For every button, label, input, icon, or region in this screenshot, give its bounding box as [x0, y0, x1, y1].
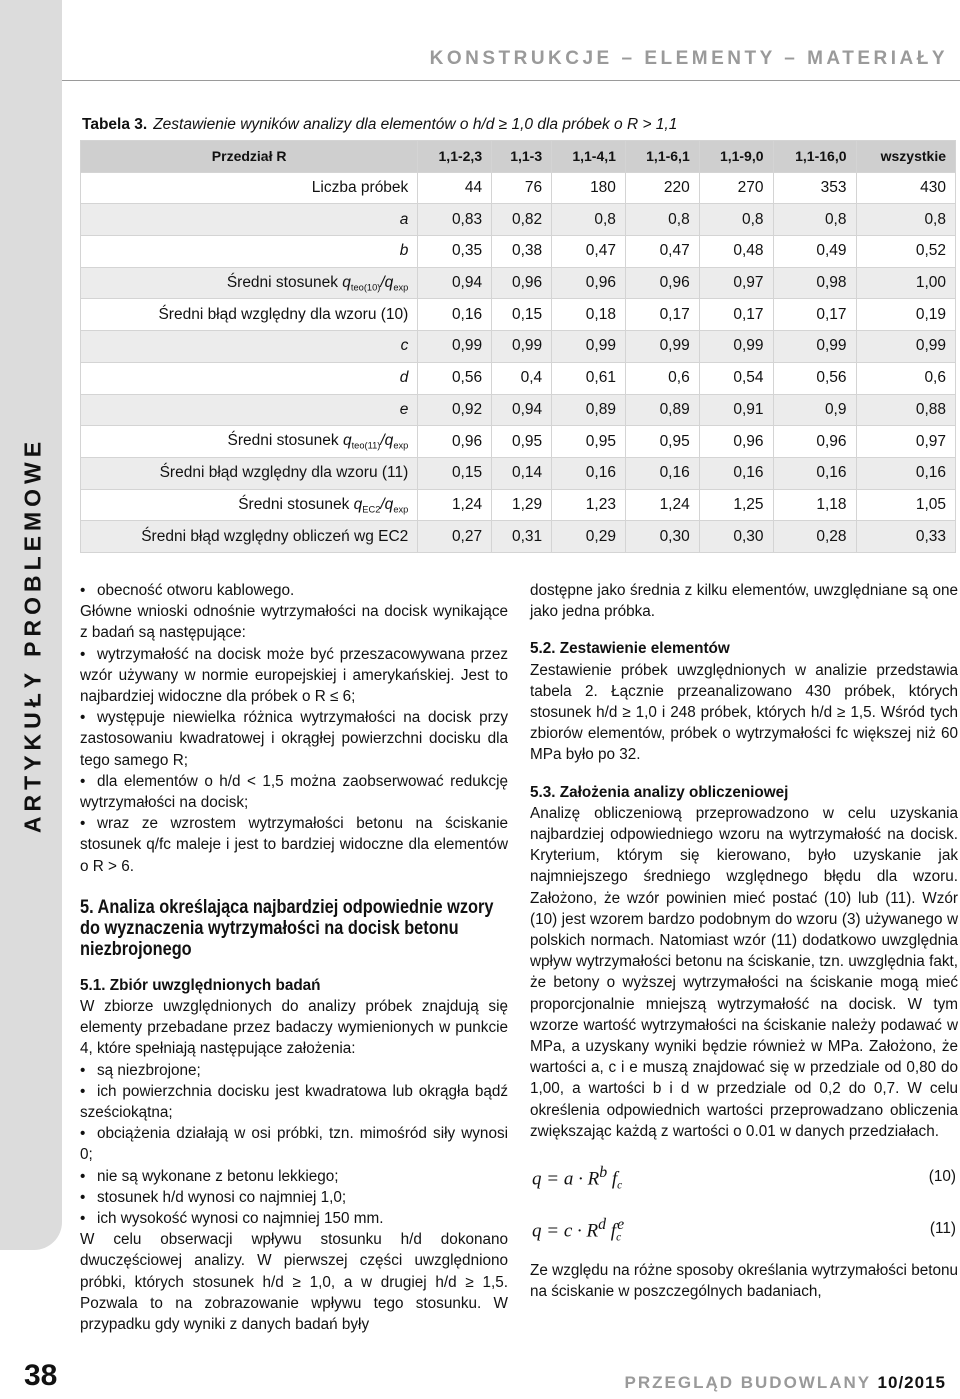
- table-row: [81, 394, 956, 426]
- table-cell: 0,30: [625, 521, 699, 553]
- table-header-cell: Przedział R: [81, 141, 418, 173]
- table-cell: 0,16: [418, 299, 492, 331]
- table-cell: 0,96: [773, 426, 856, 458]
- table-cell: 0,9: [773, 394, 856, 426]
- table-cell: 0,27: [418, 521, 492, 553]
- results-table: [80, 140, 956, 553]
- table-cell: 0,8: [552, 204, 626, 236]
- table-cell: 0,99: [773, 331, 856, 363]
- table-cell: 0,99: [699, 331, 773, 363]
- table-header-cell: 1,1-3: [492, 141, 552, 173]
- table-cell: 0,61: [552, 362, 626, 394]
- row-label: Średni stosunek $q_{teo(11)}/q_{exp}$: [81, 426, 418, 458]
- table-cell: 0,99: [492, 331, 552, 363]
- table-row: [81, 426, 956, 458]
- table-cell: 0,96: [699, 426, 773, 458]
- table-cell: 44: [418, 172, 492, 204]
- table-cell: 0,28: [773, 521, 856, 553]
- table-cell: 1,05: [856, 489, 956, 521]
- list-item-text: obciążenia działają w osi próbki, tzn. mimośród siły wynosi 0;: [80, 1125, 508, 1164]
- table-cell: 220: [625, 172, 699, 204]
- table-cell: 0,91: [699, 394, 773, 426]
- table-cell: 1,25: [699, 489, 773, 521]
- table-cell: 0,8: [773, 204, 856, 236]
- row-label: Średni błąd względny obliczeń wg EC2: [81, 521, 418, 553]
- table-cell: 1,18: [773, 489, 856, 521]
- table-header-cell: wszystkie: [856, 141, 956, 173]
- list-item-text: ich wysokość wynosi co najmniej 150 mm.: [97, 1210, 384, 1228]
- table-cell: 0,38: [492, 236, 552, 268]
- table-cell: 0,82: [492, 204, 552, 236]
- table-cell: 0,97: [856, 426, 956, 458]
- table-row: [81, 267, 956, 299]
- table-cell: 0,96: [552, 267, 626, 299]
- table-cell: 0,33: [856, 521, 956, 553]
- list-item-text: wraz ze wzrostem wytrzymałości betonu na ściskanie stosunek q/fc maleje i jest to bardziej widoczne dla elementów o R > 6.: [80, 815, 508, 875]
- journal-name: PRZEGLĄD BUDOWLANY: [624, 1373, 871, 1392]
- subsection-heading: 5.2. Zestawienie elementów: [530, 640, 730, 658]
- table-cell: 0,56: [418, 362, 492, 394]
- row-label: d: [81, 362, 418, 394]
- equation-11: [530, 1206, 958, 1246]
- row-label: e: [81, 394, 418, 426]
- table-cell: 0,6: [856, 362, 956, 394]
- table-header-cell: 1,1-9,0: [699, 141, 773, 173]
- table-row: [81, 521, 956, 553]
- table-row: [81, 489, 956, 521]
- table-row: [81, 172, 956, 204]
- table-cell: 0,94: [418, 267, 492, 299]
- equation-number: (11): [929, 1220, 956, 1238]
- table-cell: 0,35: [418, 236, 492, 268]
- table-cell: 0,19: [856, 299, 956, 331]
- table-cell: 0,99: [418, 331, 492, 363]
- table-cell: 0,16: [856, 457, 956, 489]
- row-label: Średni błąd względny dla wzoru (11): [81, 457, 418, 489]
- paragraph: Analizę obliczeniową przeprowadzono w celu uzyskania najbardziej odpowiedniego wzoru na wytrzymałość na docisk. Kryterium, którym się kierowano, było uzyskanie jak najmniejszego średniego względnego błędu dla wzoru. Założono, że wzór powinien mieć postać (10) lub (11). Wzór (10) jest wzorem bardzo podobnym do wzoru (3) używanego w polskich normach. Natomiast wzór (11) dodatkowo uwzględnia wpływ wytrzymałości betonu na ściskanie, tzn. uwzględnia fakt, że betony o wyższej wytrzymałości na ściskanie mogą mieć proporcjonalnie mniejszą wytrzymałość na docisk. W tym wzorze wartość wytrzymałości na ściskanie należy podawać w MPa, a uzyskany wyniki będzie również w MPa. Założono, że wartości a, c i e muszą znajdować się w przedziale od 0,80 do 1,00, a wartości b i d w przedziale od 0,2 do 0,7. W celu określenia odpowiednich wartości przeprowadzano obliczenia zwiększając każdą z wartości o 0.01 w danych przedziałach.: [530, 804, 958, 1140]
- sidebar-band: [0, 0, 62, 1250]
- table-cell: 430: [856, 172, 956, 204]
- row-label: Średni błąd względny dla wzoru (10): [81, 299, 418, 331]
- table-cell: 0,15: [492, 299, 552, 331]
- table-cell: 0,99: [625, 331, 699, 363]
- table-cell: 0,31: [492, 521, 552, 553]
- list-item: • wytrzymałość na docisk może być przeszacowywana przez wzór używany w normie europejskiej i amerykańskiej. Jest to najbardziej widoczne dla próbek o R ≤ 6;: [80, 645, 508, 706]
- table-cell: 1,23: [552, 489, 626, 521]
- table-cell: 76: [492, 172, 552, 204]
- list-item-text: występuje niewielka różnica wytrzymałości na docisk przy zastosowaniu kwadratowej i okrągłej powierzchni docisku dla tego samego R;: [80, 709, 508, 769]
- table-cell: 0,97: [699, 267, 773, 299]
- list-item-text: ich powierzchnia docisku jest kwadratowa lub okrągła bądź sześciokątna;: [80, 1082, 508, 1122]
- table-cell: 0,49: [773, 236, 856, 268]
- list-item-text: nie są wykonane z betonu lekkiego;: [97, 1167, 339, 1185]
- table-cell: 0,29: [552, 521, 626, 553]
- table-cell: 1,24: [625, 489, 699, 521]
- row-label: b: [81, 236, 418, 268]
- table-cell: 0,54: [699, 362, 773, 394]
- table-header-cell: 1,1-2,3: [418, 141, 492, 173]
- list-item-text: są niezbrojone;: [97, 1061, 201, 1079]
- table-cell: 0,95: [625, 426, 699, 458]
- table-cell: 1,00: [856, 267, 956, 299]
- table-row: [81, 236, 956, 268]
- table-cell: 0,99: [856, 331, 956, 363]
- table-cell: 0,18: [552, 299, 626, 331]
- table-header-row: [81, 141, 956, 173]
- table-caption-text: Zestawienie wyników analizy dla elementów o h/d ≥ 1,0 dla próbek o R > 1,1: [153, 116, 678, 133]
- section-label: ARTYKUŁY PROBLEMOWE: [19, 436, 46, 834]
- paragraph: Ze względu na różne sposoby określania wytrzymałości betonu na ściskanie w poszczególnych badaniach,: [530, 1262, 958, 1301]
- table-cell: 0,6: [625, 362, 699, 394]
- table-cell: 0,4: [492, 362, 552, 394]
- list-item: • są niezbrojone;: [80, 1061, 201, 1079]
- right-column: [530, 580, 958, 1302]
- page-number: 38: [24, 1359, 58, 1392]
- equation-body: $q = c \cdot R^d$ $f_c^e$: [532, 1216, 625, 1244]
- list-item: • ich powierzchnia docisku jest kwadratowa lub okrągła bądź sześciokątna;: [80, 1082, 508, 1122]
- equation-number: (10): [928, 1168, 956, 1186]
- row-label: a: [81, 204, 418, 236]
- table-cell: 0,30: [699, 521, 773, 553]
- paragraph: dostępne jako średnia z kilku elementów, uwzględniane są one jako jedna próbka.: [530, 582, 958, 621]
- header-divider: [62, 80, 960, 81]
- table-cell: 180: [552, 172, 626, 204]
- table-cell: 0,98: [773, 267, 856, 299]
- table-cell: 0,15: [418, 457, 492, 489]
- table-cell: 0,47: [625, 236, 699, 268]
- subsection-heading: 5.1. Zbiór uwzględnionych badań: [80, 976, 321, 994]
- list-item: • ich wysokość wynosi co najmniej 150 mm.: [80, 1210, 384, 1228]
- list-item: • obecność otworu kablowego.: [80, 582, 295, 599]
- table-cell: 0,99: [552, 331, 626, 363]
- table-row: [81, 331, 956, 363]
- table-cell: 0,92: [418, 394, 492, 426]
- paragraph: Zestawienie próbek uwzględnionych w analizie przedstawia tabela 2. Łącznie przeanalizowano 430 próbek, których stosunek h/d ≥ 1,0 i 248 próbek, których h/d ≥ 1,5. Wśród tych zbiorów elementów, próbek o wytrzymałości fc większej niż 60 MPa było po 32.: [530, 661, 958, 764]
- section-heading: 5. Analiza określająca najbardziej odpowiednie wzory do wyznaczenia wytrzymałości na docisk betonu niezbrojonego: [80, 896, 494, 960]
- list-item-text: dla elementów o h/d < 1,5 można zaobserwować redukcję wytrzymałości na docisk;: [80, 772, 508, 812]
- footer-journal: [625, 1373, 946, 1393]
- list-item: • wraz ze wzrostem wytrzymałości betonu na ściskanie stosunek q/fc maleje i jest to bardziej widoczne dla elementów o R > 6.: [80, 815, 508, 875]
- row-label: Średni stosunek $q_{teo(10)}/q_{exp}$: [81, 267, 418, 299]
- table-cell: 0,89: [625, 394, 699, 426]
- table-cell: 0,88: [856, 394, 956, 426]
- list-item: • występuje niewielka różnica wytrzymałości na docisk przy zastosowaniu kwadratowej i okrągłej powierzchni docisku dla tego samego R;: [80, 709, 508, 769]
- table-cell: 0,95: [492, 426, 552, 458]
- paragraph: Główne wnioski odnośnie wytrzymałości na docisk wynikające z badań są następujące:: [80, 603, 508, 642]
- table-cell: 1,29: [492, 489, 552, 521]
- table-cell: 270: [699, 172, 773, 204]
- equation-body: $q = a \cdot R^b$ $f_c$: [532, 1164, 623, 1192]
- table-cell: 0,47: [552, 236, 626, 268]
- table-row: [81, 362, 956, 394]
- table-cell: 0,56: [773, 362, 856, 394]
- table-header-cell: 1,1-4,1: [552, 141, 626, 173]
- table-cell: 0,16: [625, 457, 699, 489]
- list-item-text: stosunek h/d wynosi co najmniej 1,0;: [97, 1188, 347, 1206]
- list-item: • nie są wykonane z betonu lekkiego;: [80, 1167, 339, 1185]
- table-cell: 0,48: [699, 236, 773, 268]
- list-item-text: wytrzymałość na docisk może być przeszacowywana przez wzór używany w normie europejskiej i amerykańskiej. Jest to najbardziej widoczne dla próbek o R ≤ 6;: [80, 645, 508, 706]
- table-cell: 0,17: [625, 299, 699, 331]
- table-cell: 0,8: [699, 204, 773, 236]
- list-item: • obciążenia działają w osi próbki, tzn. mimośród siły wynosi 0;: [80, 1125, 508, 1164]
- running-header: KONSTRUKCJE – ELEMENTY – MATERIAŁY: [429, 48, 948, 69]
- table-caption-label: Tabela 3.: [82, 116, 148, 133]
- subsection-heading: 5.3. Założenia analizy obliczeniowej: [530, 783, 789, 801]
- list-item-text: obecność otworu kablowego.: [97, 582, 295, 599]
- table-cell: 0,95: [552, 426, 626, 458]
- table-cell: 0,8: [856, 204, 956, 236]
- table-cell: 0,89: [552, 394, 626, 426]
- table-row: [81, 457, 956, 489]
- paragraph: W zbiorze uwzględnionych do analizy próbek znajdują się elementy przebadane przez badaczy wymienionych w punkcie 4, które spełniają następujące założenia:: [80, 998, 508, 1058]
- table-row: [81, 204, 956, 236]
- table-cell: 0,16: [773, 457, 856, 489]
- equation-10: [530, 1154, 958, 1194]
- table-header-cell: 1,1-6,1: [625, 141, 699, 173]
- table-cell: 0,96: [418, 426, 492, 458]
- table-cell: 0,52: [856, 236, 956, 268]
- table-row: [81, 299, 956, 331]
- table-cell: 0,83: [418, 204, 492, 236]
- journal-issue: 10/2015: [877, 1373, 946, 1392]
- list-item: • dla elementów o h/d < 1,5 można zaobserwować redukcję wytrzymałości na docisk;: [80, 772, 508, 812]
- table-cell: 0,17: [773, 299, 856, 331]
- table-cell: 0,94: [492, 394, 552, 426]
- table-cell: 0,96: [625, 267, 699, 299]
- table-cell: 0,16: [699, 457, 773, 489]
- row-label: Liczba próbek: [81, 172, 418, 204]
- table-cell: 1,24: [418, 489, 492, 521]
- table-cell: 0,96: [492, 267, 552, 299]
- table-cell: 0,8: [625, 204, 699, 236]
- left-column: [80, 580, 508, 1335]
- table-cell: 0,17: [699, 299, 773, 331]
- table-cell: 0,14: [492, 457, 552, 489]
- table-caption: [82, 116, 952, 134]
- table-cell: 0,16: [552, 457, 626, 489]
- paragraph: W celu obserwacji wpływu stosunku h/d dokonano dwuczęściowej analizy. W pierwszej części uwzględniono próbki, których stosunek h/d ≥ 1,0, a w drugiej h/d ≥ 1,5. Pozwala to na zobrazowanie wpływu tego stosunku. W przypadku gdy wyniki z danych badań były: [80, 1231, 508, 1334]
- list-item: • stosunek h/d wynosi co najmniej 1,0;: [80, 1188, 347, 1206]
- table-header-cell: 1,1-16,0: [773, 141, 856, 173]
- row-label: Średni stosunek $q_{EC2}/q_{exp}$: [81, 489, 418, 521]
- row-label: c: [81, 331, 418, 363]
- table-cell: 353: [773, 172, 856, 204]
